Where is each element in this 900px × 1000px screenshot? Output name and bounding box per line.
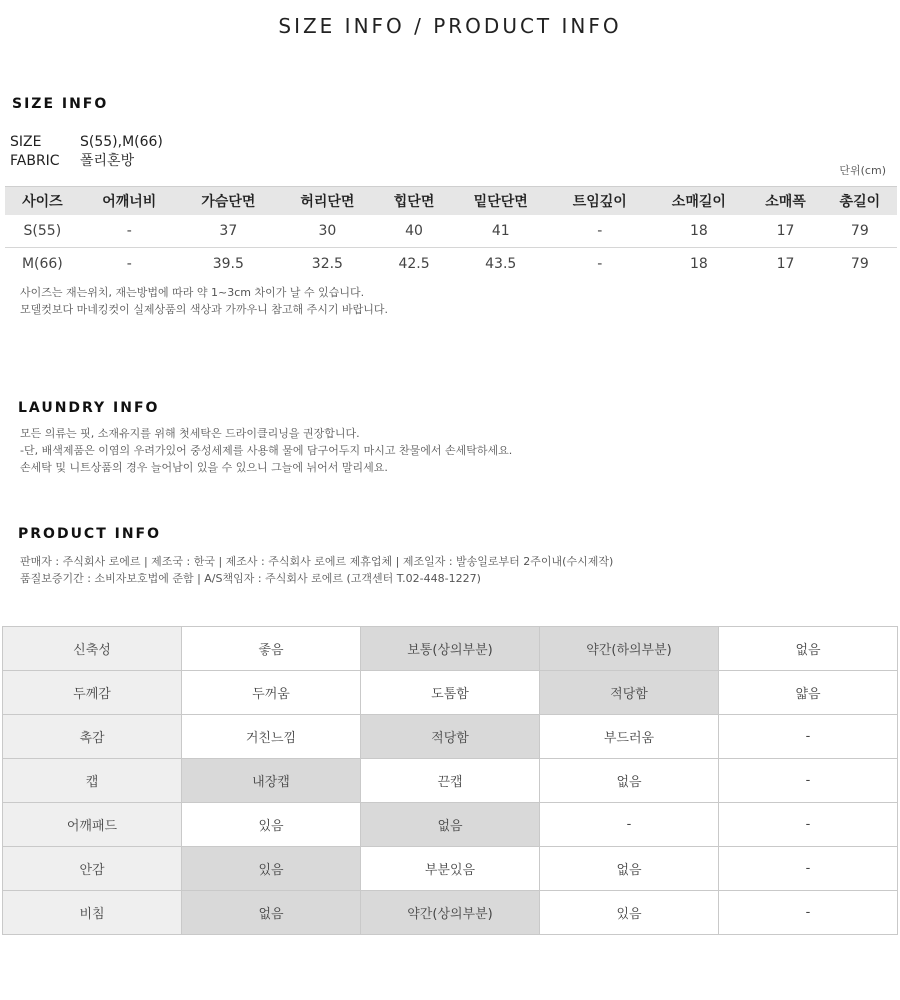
column-header: 사이즈 xyxy=(5,187,80,215)
laundry-notes xyxy=(20,425,512,476)
property-option: - xyxy=(719,715,898,759)
fabric-label: FABRIC xyxy=(10,153,60,169)
table-cell: 41 xyxy=(451,215,550,248)
product-line: 품질보증기간 : 소비자보호법에 준함 | A/S책임자 : 주식회사 로에르 (고객센터 T.02-448-1227) xyxy=(20,572,481,585)
property-option: - xyxy=(719,847,898,891)
size-table-header xyxy=(5,187,897,215)
page-title: SIZE INFO / PRODUCT INFO xyxy=(278,14,622,38)
table-cell: 18 xyxy=(689,256,708,273)
table-cell: 40 xyxy=(377,215,451,248)
property-option: 없음 xyxy=(540,847,719,891)
laundry-line: -단, 배색제품은 이염의 우려가있어 중성세제를 사용해 물에 담구어두지 마시고 찬물에서 손세탁하세요. xyxy=(20,444,513,457)
column-header: 소매폭 xyxy=(748,187,822,215)
property-row xyxy=(3,847,898,891)
property-option: 두꺼움 xyxy=(182,671,361,715)
property-option-selected: 있음 xyxy=(182,847,361,891)
column-header: 소매길이 xyxy=(649,187,748,215)
column-header: 총길이 xyxy=(823,187,897,215)
size-info-heading: SIZE INFO xyxy=(12,96,109,112)
table-cell: M(66) xyxy=(21,256,63,273)
property-option: 없음 xyxy=(719,627,898,671)
property-option: 없음 xyxy=(540,759,719,803)
property-option: 끈캡 xyxy=(361,759,540,803)
product-line: 판매자 : 주식회사 로에르 | 제조국 : 한국 | 제조사 : 주식회사 로에르 제휴업체 | 제조일자 : 발송일로부터 2주이내(수시제작) xyxy=(20,555,614,568)
property-option-selected: 없음 xyxy=(182,891,361,935)
property-option: 얇음 xyxy=(719,671,898,715)
property-option: 있음 xyxy=(540,891,719,935)
table-cell: 39.5 xyxy=(212,256,244,273)
product-info-heading: PRODUCT INFO xyxy=(18,526,162,542)
laundry-line: 손세탁 및 니트상품의 경우 늘어남이 있을 수 있으니 그늘에 뉘어서 말리세요. xyxy=(20,461,388,474)
table-cell: 79 xyxy=(823,215,897,248)
property-label: 신축성 xyxy=(3,627,182,671)
property-row xyxy=(3,759,898,803)
property-option: 부분있음 xyxy=(361,847,540,891)
property-option-selected: 내장캡 xyxy=(182,759,361,803)
column-header: 허리단면 xyxy=(278,187,377,215)
table-cell: 42.5 xyxy=(398,256,430,273)
size-label: SIZE xyxy=(10,134,42,150)
property-option: 도톰함 xyxy=(361,671,540,715)
property-option: - xyxy=(719,803,898,847)
table-row xyxy=(5,248,897,281)
property-option: 있음 xyxy=(182,803,361,847)
size-value: S(55),M(66) xyxy=(80,134,163,150)
property-option: 부드러움 xyxy=(540,715,719,759)
property-label: 촉감 xyxy=(3,715,182,759)
property-row xyxy=(3,891,898,935)
size-table xyxy=(5,186,897,281)
table-cell: 17 xyxy=(748,215,822,248)
table-cell: - xyxy=(597,256,603,273)
property-option-selected: 보통(상의부분) xyxy=(361,627,540,671)
table-cell: - xyxy=(80,215,179,248)
laundry-info-heading: LAUNDRY INFO xyxy=(18,400,160,416)
table-cell: 32.5 xyxy=(311,256,343,273)
table-cell: 18 xyxy=(649,215,748,248)
table-cell: 43.5 xyxy=(485,256,517,273)
property-option: - xyxy=(719,891,898,935)
property-option: 좋음 xyxy=(182,627,361,671)
property-label: 안감 xyxy=(3,847,182,891)
table-cell: 37 xyxy=(179,215,278,248)
table-cell: 17 xyxy=(776,256,795,273)
table-cell: 79 xyxy=(850,256,869,273)
laundry-line: 모든 의류는 핏, 소재유지를 위해 첫세탁은 드라이클리닝을 권장합니다. xyxy=(20,427,360,440)
property-option: - xyxy=(540,803,719,847)
property-row xyxy=(3,715,898,759)
property-row xyxy=(3,671,898,715)
property-option: - xyxy=(719,759,898,803)
column-header: 어깨너비 xyxy=(80,187,179,215)
property-option-selected: 없음 xyxy=(361,803,540,847)
column-header: 트임깊이 xyxy=(550,187,649,215)
note-line: 모델컷보다 마네킹컷이 실제상품의 색상과 가까우니 참고해 주시기 바랍니다. xyxy=(20,303,389,316)
column-header: 힙단면 xyxy=(377,187,451,215)
property-table xyxy=(2,626,898,935)
table-cell: - xyxy=(126,256,132,273)
property-row xyxy=(3,803,898,847)
table-cell: 30 xyxy=(278,215,377,248)
column-header: 밑단단면 xyxy=(451,187,550,215)
product-notes xyxy=(20,553,613,587)
property-label: 캡 xyxy=(3,759,182,803)
property-option-selected: 약간(상의부분) xyxy=(361,891,540,935)
fabric-row xyxy=(10,150,134,170)
property-option-selected: 적당함 xyxy=(540,671,719,715)
table-cell: - xyxy=(550,215,649,248)
property-option-selected: 적당함 xyxy=(361,715,540,759)
property-row xyxy=(3,627,898,671)
property-option-selected: 약간(하의부분) xyxy=(540,627,719,671)
property-label: 비침 xyxy=(3,891,182,935)
table-row xyxy=(5,215,897,248)
column-header: 가슴단면 xyxy=(179,187,278,215)
table-cell: S(55) xyxy=(5,215,80,248)
unit-label: 단위(cm) xyxy=(839,164,886,177)
fabric-value: 폴리혼방 xyxy=(80,153,135,169)
property-option: 거친느낌 xyxy=(182,715,361,759)
property-label: 어깨패드 xyxy=(3,803,182,847)
property-label: 두께감 xyxy=(3,671,182,715)
size-row xyxy=(10,134,163,150)
note-line: 사이즈는 재는위치, 재는방법에 따라 약 1~3cm 차이가 날 수 있습니다. xyxy=(20,286,365,299)
size-notes xyxy=(20,284,388,318)
